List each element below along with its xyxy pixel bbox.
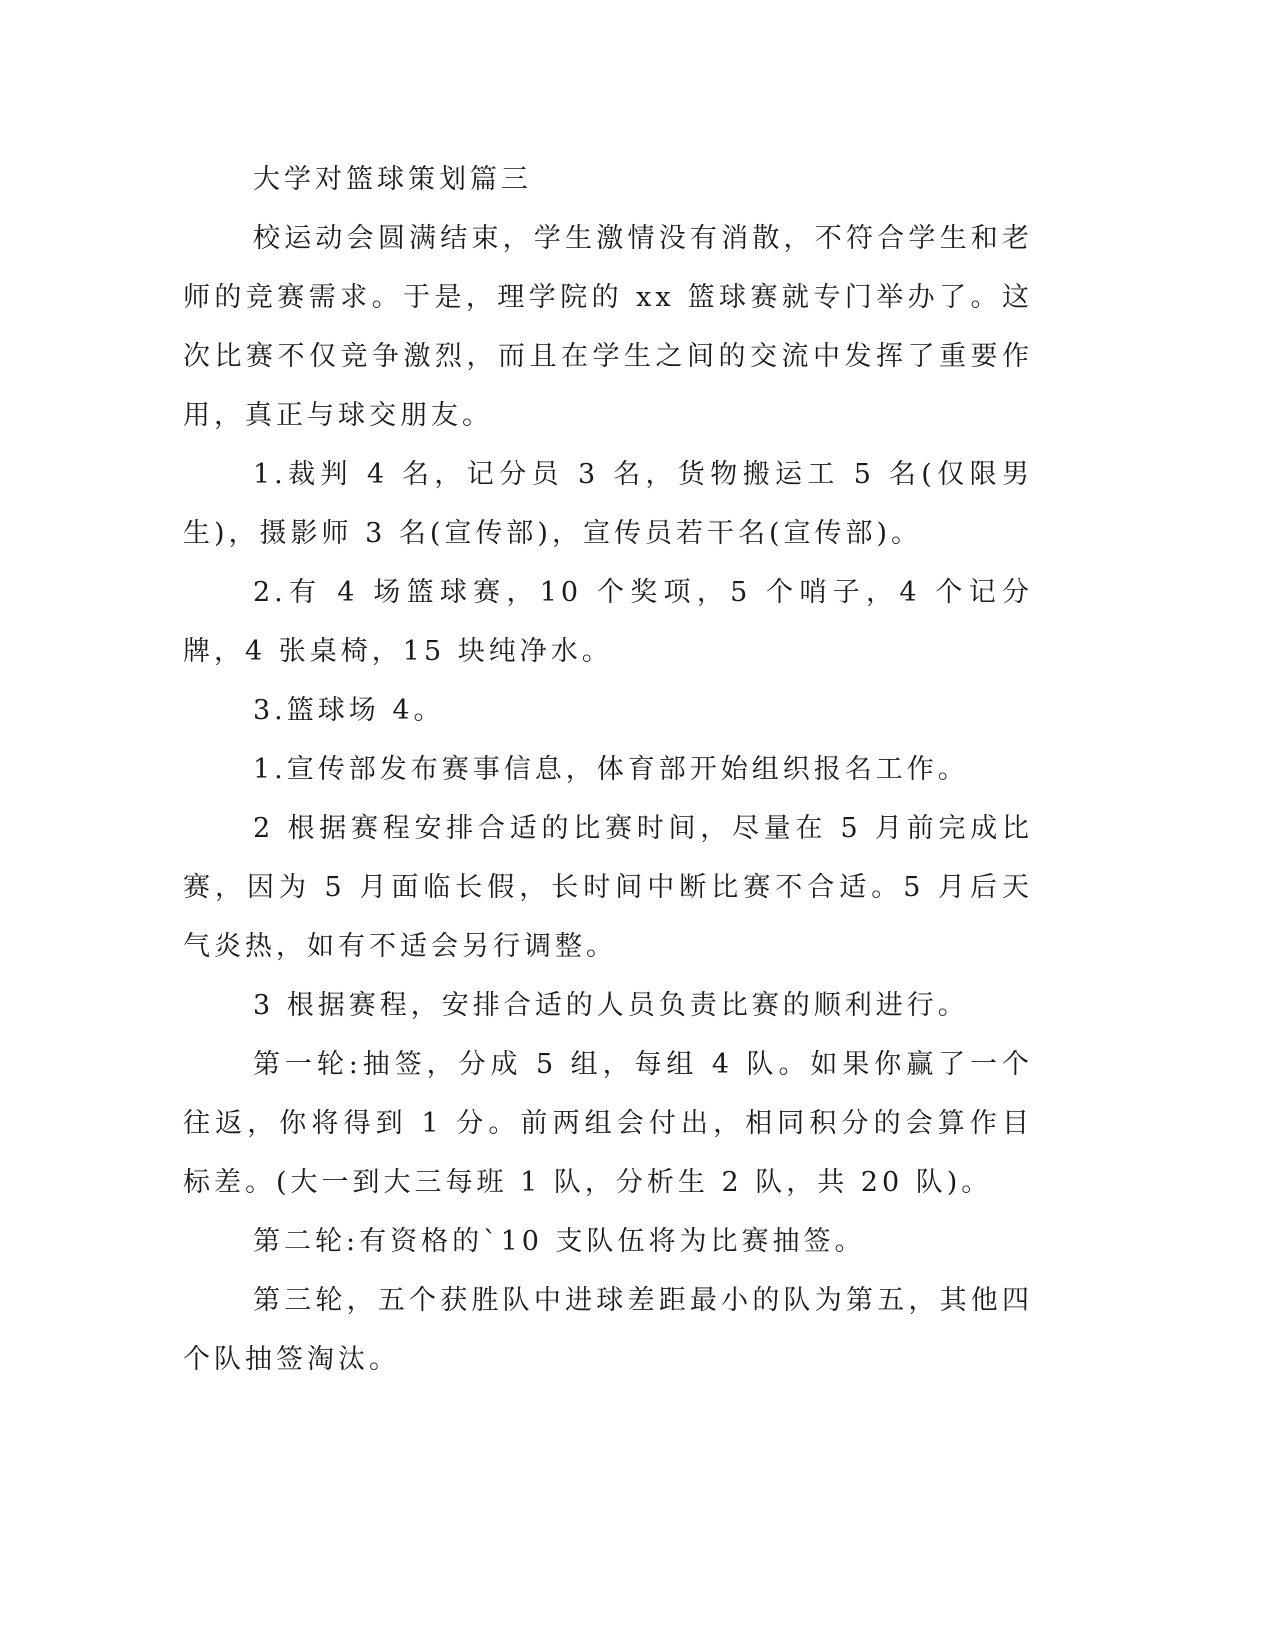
paragraph-schedule: 2 根据赛程安排合适的比赛时间，尽量在 5 月前完成比赛，因为 5 月面临长假，长时间中断比赛不合适。5 月后天气炎热，如有不适会另行调整。 xyxy=(183,813,1033,962)
paragraph-round-three: 第三轮，五个获胜队中进球差距最小的队为第五，其他四个队抽签淘汰。 xyxy=(183,1285,1033,1375)
document-title: 大学对篮球策划篇三 xyxy=(253,164,532,195)
paragraph-publicity: 1.宣传部发布赛事信息，体育部开始组织报名工作。 xyxy=(253,754,969,785)
paragraph-venue: 3.篮球场 4。 xyxy=(253,695,445,726)
paragraph-equipment: 2.有 4 场篮球赛，10 个奖项，5 个哨子，4 个记分牌，4 张桌椅，15 块纯净水。 xyxy=(183,577,1033,667)
paragraph-staff: 1.裁判 4 名，记分员 3 名，货物搬运工 5 名(仅限男生)，摄影师 3 名(宣传部)，宣传员若干名(宣传部)。 xyxy=(183,459,1033,549)
paragraph-round-one: 第一轮:抽签，分成 5 组，每组 4 队。如果你赢了一个往返，你将得到 1 分。前两组会付出，相同积分的会算作目标差。(大一到大三每班 1 队，分析生 2 队，共 20 队)。 xyxy=(183,1049,1033,1198)
paragraph-intro: 校运动会圆满结束，学生激情没有消散，不符合学生和老师的竞赛需求。于是，理学院的 xx 篮球赛就专门举办了。这次比赛不仅竞争激烈，而且在学生之间的交流中发挥了重要作用，真正与球交朋友。 xyxy=(183,223,1033,431)
paragraph-round-two: 第二轮:有资格的`10 支队伍将为比赛抽签。 xyxy=(253,1226,866,1257)
document-body xyxy=(183,150,1033,1389)
paragraph-personnel: 3 根据赛程，安排合适的人员负责比赛的顺利进行。 xyxy=(253,990,969,1021)
